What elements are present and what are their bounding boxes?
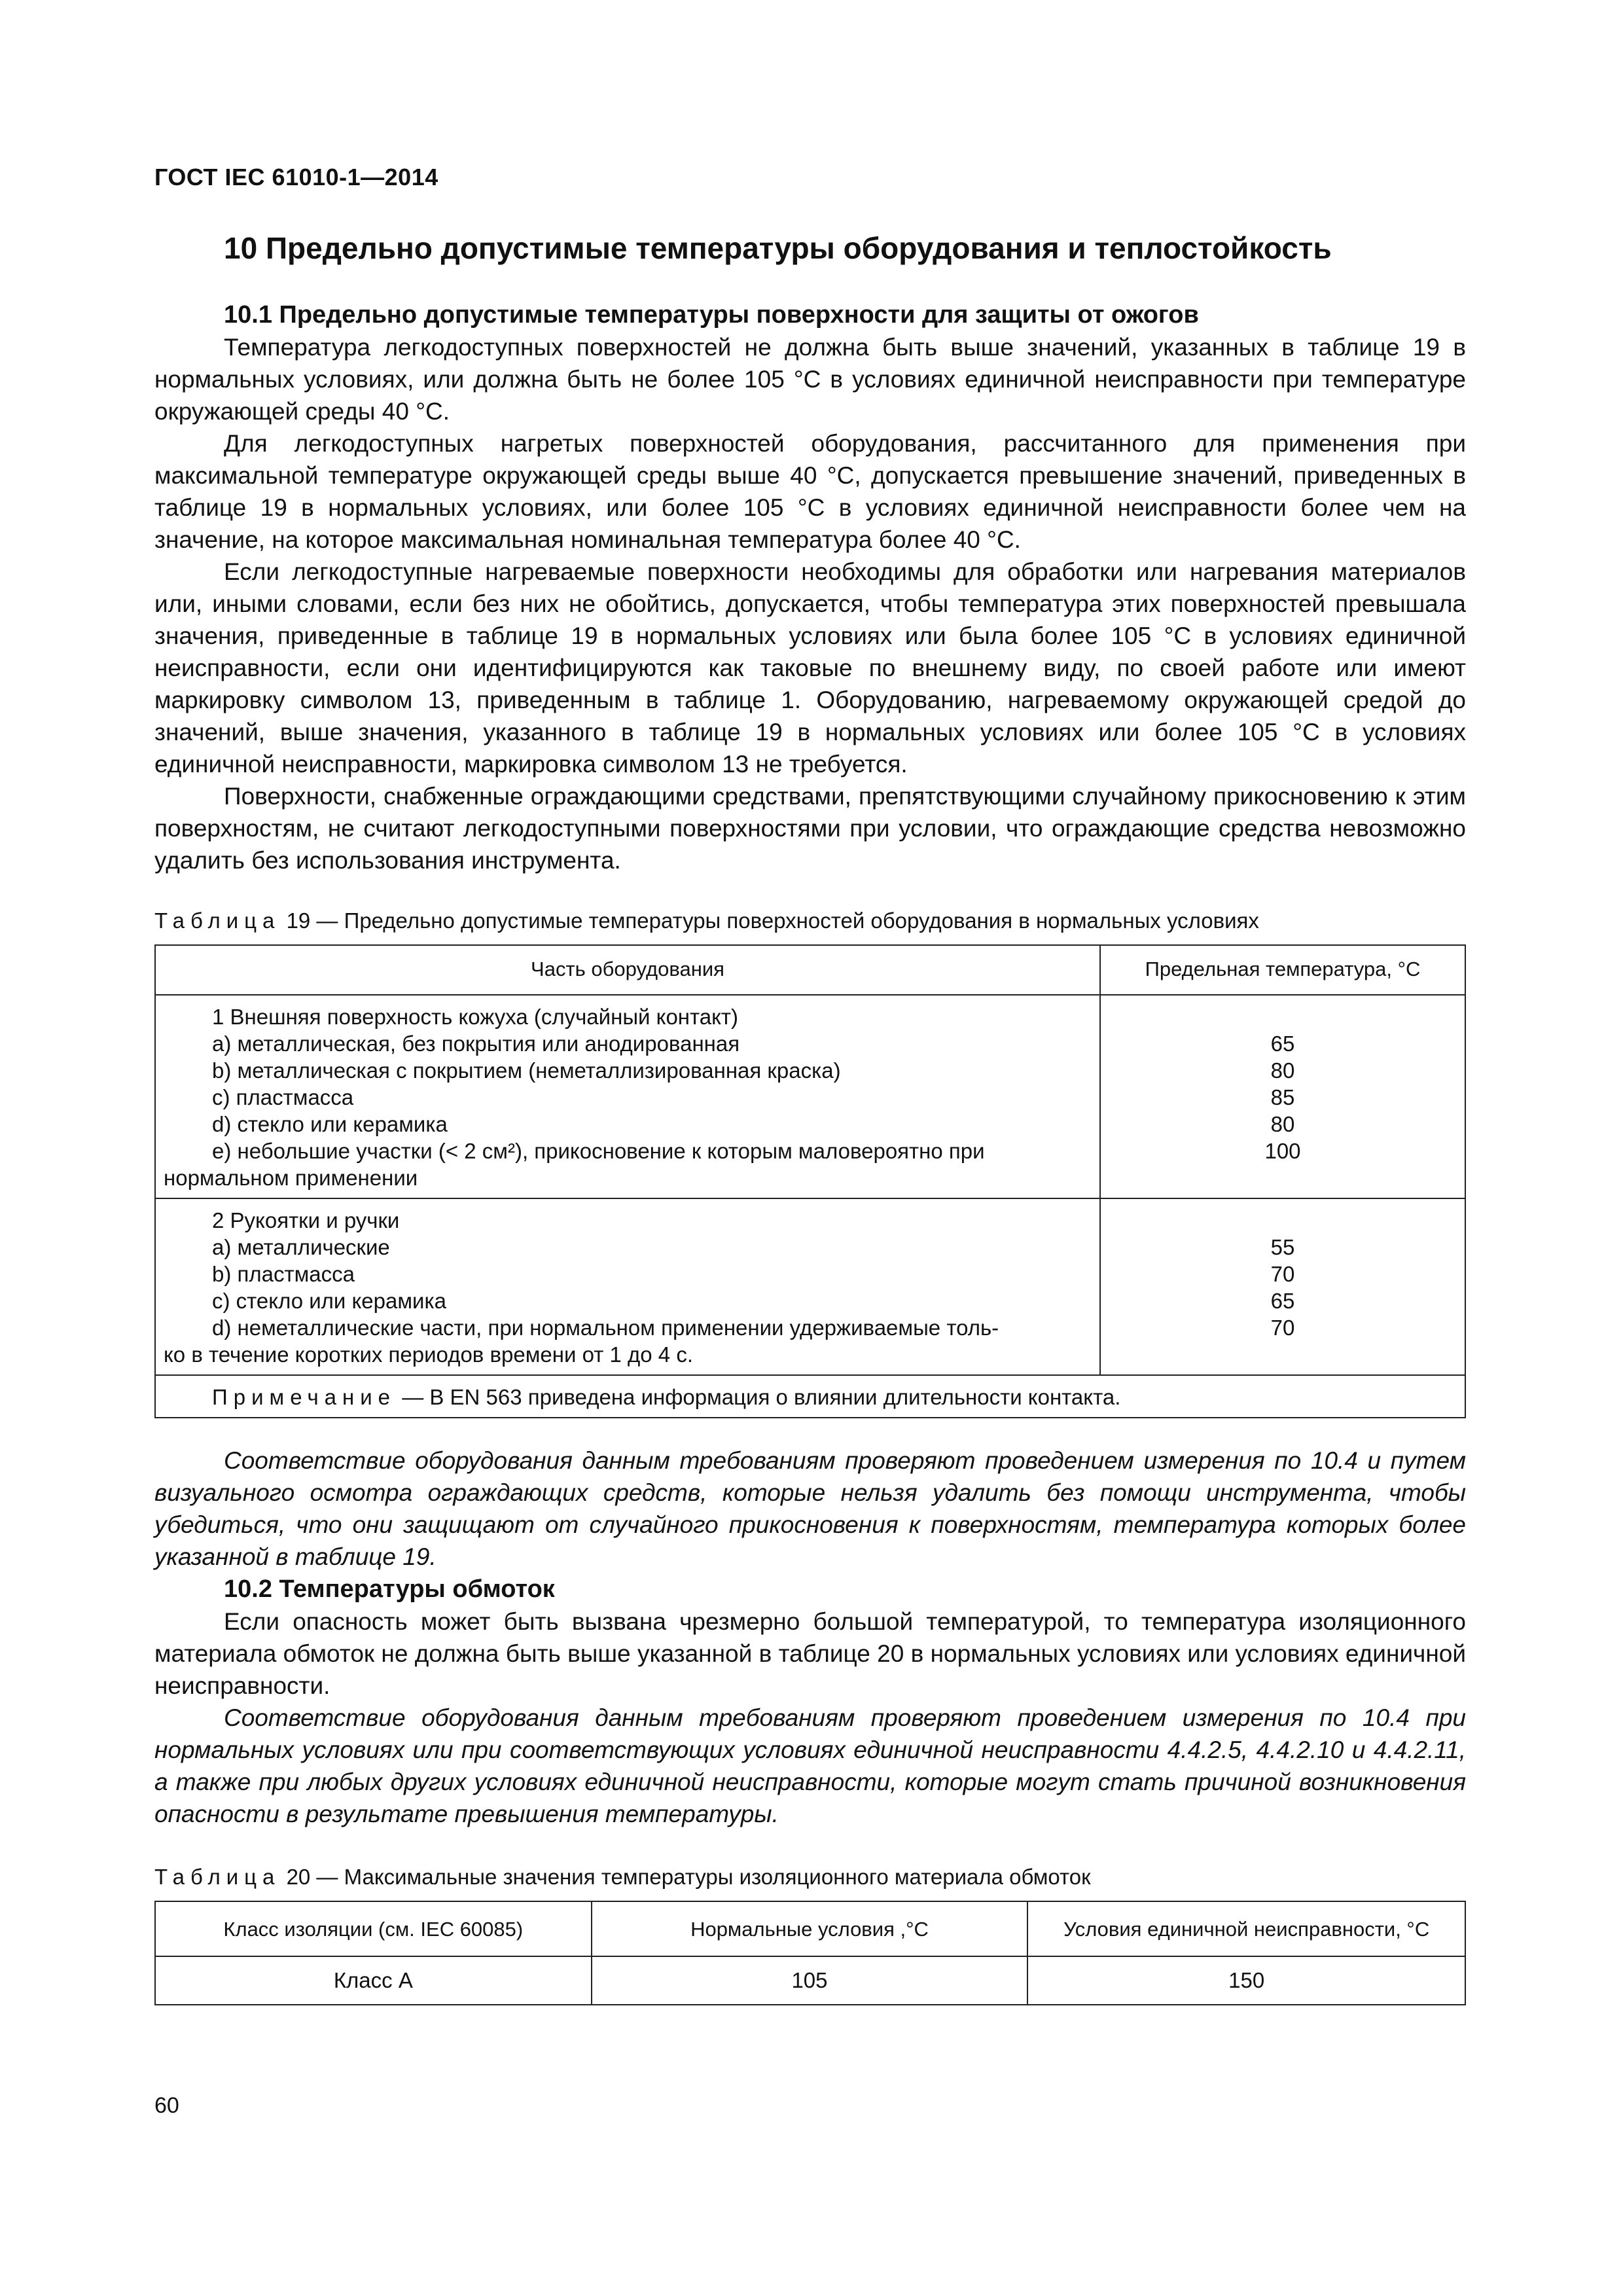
list-item: b) пластмасса [212, 1262, 355, 1286]
subsection-10-1-title: 10.1 Предельно допустимые температуры поверхности для защиты от ожогов [224, 301, 1199, 329]
paragraph: Если опасность может быть вызвана чрезмерно большой температурой, то температура изоляционного материала обмоток не должна быть выше указанной в таблице 20 в нормальных условиях или условиях единичной неисправности. [154, 1608, 1466, 1699]
note-label: Примечание [212, 1385, 397, 1409]
table-caption-text: 19 — Предельно допустимые температуры поверхностей оборудования в нормальных условиях [286, 908, 1259, 933]
column-header: Условия единичной неисправности, °С [1027, 1901, 1465, 1956]
table-cell [155, 995, 1100, 1198]
list-item: c) пластмасса [212, 1085, 354, 1109]
value: 100 [1264, 1139, 1301, 1163]
page-number: 60 [154, 2093, 179, 2118]
table-row [155, 1198, 1465, 1375]
list-item-continuation: нормальном применении [164, 1166, 418, 1190]
table-note [155, 1375, 1465, 1418]
paragraph: Если легкодоступные нагреваемые поверхности необходимы для обработки или нагревания материалов или, иными словами, если без них не обойтись, допускается, чтобы температура этих поверхностей превышала значения, приведенные в таблице 19 в нормальных условиях или была более 105 °С в условиях единичной неисправности, если они идентифицируются как таковые по внешнему виду, по своей работе или имеют маркировку символом 13, приведенным в таблице 1. Оборудованию, нагреваемому окружающей средой до значений, выше значения, указанного в таблице 19 в нормальных условиях или более 105 °С в условиях единичной неисправности, маркировка символом 13 не требуется. [154, 558, 1466, 778]
table-cell [155, 1198, 1100, 1375]
list-item: a) металлические [212, 1235, 390, 1259]
value: 80 [1270, 1058, 1295, 1083]
table-20 [154, 1901, 1466, 2005]
value: 65 [1270, 1031, 1295, 1056]
value: 55 [1270, 1235, 1295, 1259]
table-label: Таблица [154, 908, 281, 933]
list-item: d) стекло или керамика [212, 1112, 448, 1136]
group-title: 2 Рукоятки и ручки [212, 1208, 400, 1232]
page-content [154, 229, 1466, 2005]
group-title: 1 Внешняя поверхность кожуха (случайный контакт) [212, 1005, 739, 1029]
table-label: Таблица [154, 1865, 281, 1889]
standard-header: ГОСТ IEC 61010-1—2014 [154, 164, 438, 190]
value: 65 [1270, 1289, 1295, 1313]
table-row [155, 995, 1465, 1198]
table-header-row [155, 945, 1465, 995]
paragraph: Для легкодоступных нагретых поверхностей оборудования, рассчитанного для применения при максимальной температуре окружающей среды выше 40 °С, допускается превышение значений, приведенных в таблице 19 в нормальных условиях, или более 105 °С в условиях единичной неисправности более чем на значение, на которое максимальная номинальная температура более 40 °С. [154, 430, 1466, 553]
table-19-caption [154, 906, 1466, 935]
table-cell [1100, 1198, 1465, 1375]
column-header: Предельная температура, °С [1100, 945, 1465, 995]
note-text: — В EN 563 приведена информация о влиянии длительности контакта. [402, 1385, 1121, 1409]
list-item: b) металлическая с покрытием (неметаллизированная краска) [212, 1058, 841, 1083]
paragraph: Температура легкодоступных поверхностей не должна быть выше значений, указанных в таблице 19 в нормальных условиях, или должна быть не более 105 °С в условиях единичной неисправности при температуре окружающей среды 40 °С. [154, 334, 1466, 425]
value: 85 [1270, 1085, 1295, 1109]
table-cell [1100, 995, 1465, 1198]
column-header: Часть оборудования [155, 945, 1100, 995]
section-title: 10 Предельно допустимые температуры оборудования и теплостойкость [224, 231, 1332, 265]
compliance-paragraph: Соответствие оборудования данным требованиям проверяют проведением измерения по 10.4 при нормальных условиях или при соответствующих условиях единичной неисправности 4.4.2.5, 4.4.2.10 и 4.4.2.11, а также при любых других условиях единичной неисправности, которые могут стать причиной возникновения опасности в результате превышения температуры. [154, 1704, 1466, 1827]
table-20-caption [154, 1863, 1466, 1892]
compliance-paragraph: Соответствие оборудования данным требованиям проверяют проведением измерения по 10.4 и путем визуального осмотра ограждающих средств, которые нельзя удалить без помощи инструмента, чтобы убедиться, что они защищают от случайного прикосновения к поверхностям, температура которых более указанной в таблице 19. [154, 1447, 1466, 1570]
value: 70 [1270, 1316, 1295, 1340]
list-item: c) стекло или керамика [212, 1289, 447, 1313]
table-cell: 105 [592, 1956, 1028, 2005]
table-header-row [155, 1901, 1465, 1956]
list-item: e) небольшие участки (< 2 см²), прикосновение к которым маловероятно при [212, 1139, 985, 1163]
paragraph: Поверхности, снабженные ограждающими средствами, препятствующими случайному прикосновению к этим поверхностям, не считают легкодоступными поверхностями при условии, что ограждающие средства невозможно удалить без использования инструмента. [154, 783, 1466, 874]
table-row [155, 1956, 1465, 2005]
list-item: d) неметаллические части, при нормальном применении удерживаемые толь- [212, 1316, 999, 1340]
list-item-continuation: ко в течение коротких периодов времени от 1 до 4 с. [164, 1342, 693, 1367]
table-caption-text: 20 — Максимальные значения температуры изоляционного материала обмоток [286, 1865, 1091, 1889]
table-cell: 150 [1027, 1956, 1465, 2005]
list-item: a) металлическая, без покрытия или анодированная [212, 1031, 740, 1056]
value: 70 [1270, 1262, 1295, 1286]
column-header: Нормальные условия ,°С [592, 1901, 1028, 1956]
subsection-10-2-title: 10.2 Температуры обмоток [224, 1575, 555, 1603]
table-19 [154, 944, 1466, 1418]
value: 80 [1270, 1112, 1295, 1136]
table-note-row [155, 1375, 1465, 1418]
column-header: Класс изоляции (см. IEC 60085) [155, 1901, 592, 1956]
table-cell: Класс А [155, 1956, 592, 2005]
